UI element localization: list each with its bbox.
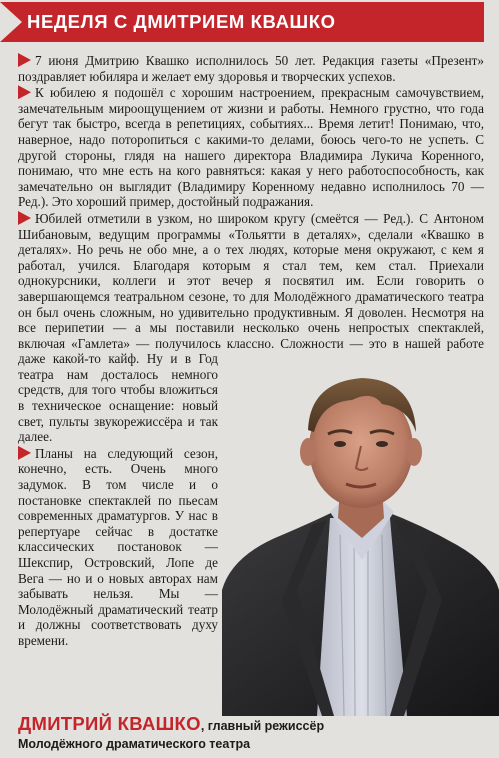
caption-organization: Молодёжного драматического театра bbox=[18, 737, 251, 751]
paragraph-arrow-icon bbox=[18, 446, 31, 460]
caption-name: ДМИТРИЙ КВАШКО bbox=[18, 713, 201, 734]
header-arrow-icon bbox=[0, 2, 22, 42]
paragraph-arrow-icon bbox=[18, 211, 31, 225]
paragraph-arrow-icon bbox=[18, 53, 31, 67]
paragraph-text: К юбилею я подошёл с хорошим настроением, прекрасным самочувствием, замечательным мироощущением от жизни и работы. Немного грустно, что года бегут так быстро, всегда в репетициях, событиях... Время летит! Понимаю, что, наверное, надо поторопиться с какими-то делами, боюсь чего-то не успеть. С другой стороны, глядя на нашего директора Владимира Лукича Коренного, понимаю, что мне есть на кого равняться: какая у него работоспособность, как замечательно он выглядит (Владимиру Коренному недавно исполнилось 70 — Ред.). Это хороший пример, достойный подражания. bbox=[18, 85, 484, 210]
paragraph-arrow-icon bbox=[18, 85, 31, 99]
portrait-photo bbox=[222, 360, 499, 716]
section-title: НЕДЕЛЯ С ДМИТРИЕМ КВАШКО bbox=[27, 11, 336, 32]
caption-role: , главный режиссёр bbox=[200, 719, 325, 733]
paragraph-text: 7 июня Дмитрию Квашко исполнилось 50 лет. Редакция газеты «Презент» поздравляет юбиляра и желает ему здоровья и творческих успехов. bbox=[18, 53, 484, 84]
article-paragraph-2 bbox=[18, 85, 484, 210]
portrait-photo-icon bbox=[222, 360, 499, 716]
paragraph-text: Юбилей отметили в узком, но широком кругу (смеётся — Ред.). С Антоном Шибановым, ведущим программы «Тольятти в деталях», сделали «Квашко в деталях». Но речь не обо мне, а о тех людях, которые меня окружают, с кем я работал, учился. Благодаря которым я стал тем, кем стал. Приехали однокурсники, коллеги и этот вечер я посвятил им. Если говорить о завершающемся театральном сезоне, то для Молодёжного драматического театра он был очень сложным, но удивительно продуктивным. Я доволен. Несмотря на все перипетии — а мы поставили несколько очень непростых спектаклей, включая «Гамлета» — получилось классно. Сложности — это в нашей работе даже какой-то кайф. Ну и в Год театра нам досталось немного средств, для того чтобы вложиться в техническое оснащение: новый свет, пульты звукорежиссёра и так далее. bbox=[18, 210, 484, 445]
photo-caption bbox=[18, 713, 488, 751]
section-header bbox=[0, 2, 484, 42]
paragraph-text: Планы на следующий сезон, конечно, есть. Очень много задумок. В том числе и о постановке спектаклей по пьесам современных драматургов. У нас в репертуаре сейчас в достатке классических постановок — Шекспир, Островский, Лопе де Вега — но и о новых авторах нам забывать нельзя. Мы — Молодёжный драматический театр и должны соответствовать духу времени. bbox=[18, 445, 218, 648]
article-paragraph-1 bbox=[18, 53, 484, 84]
